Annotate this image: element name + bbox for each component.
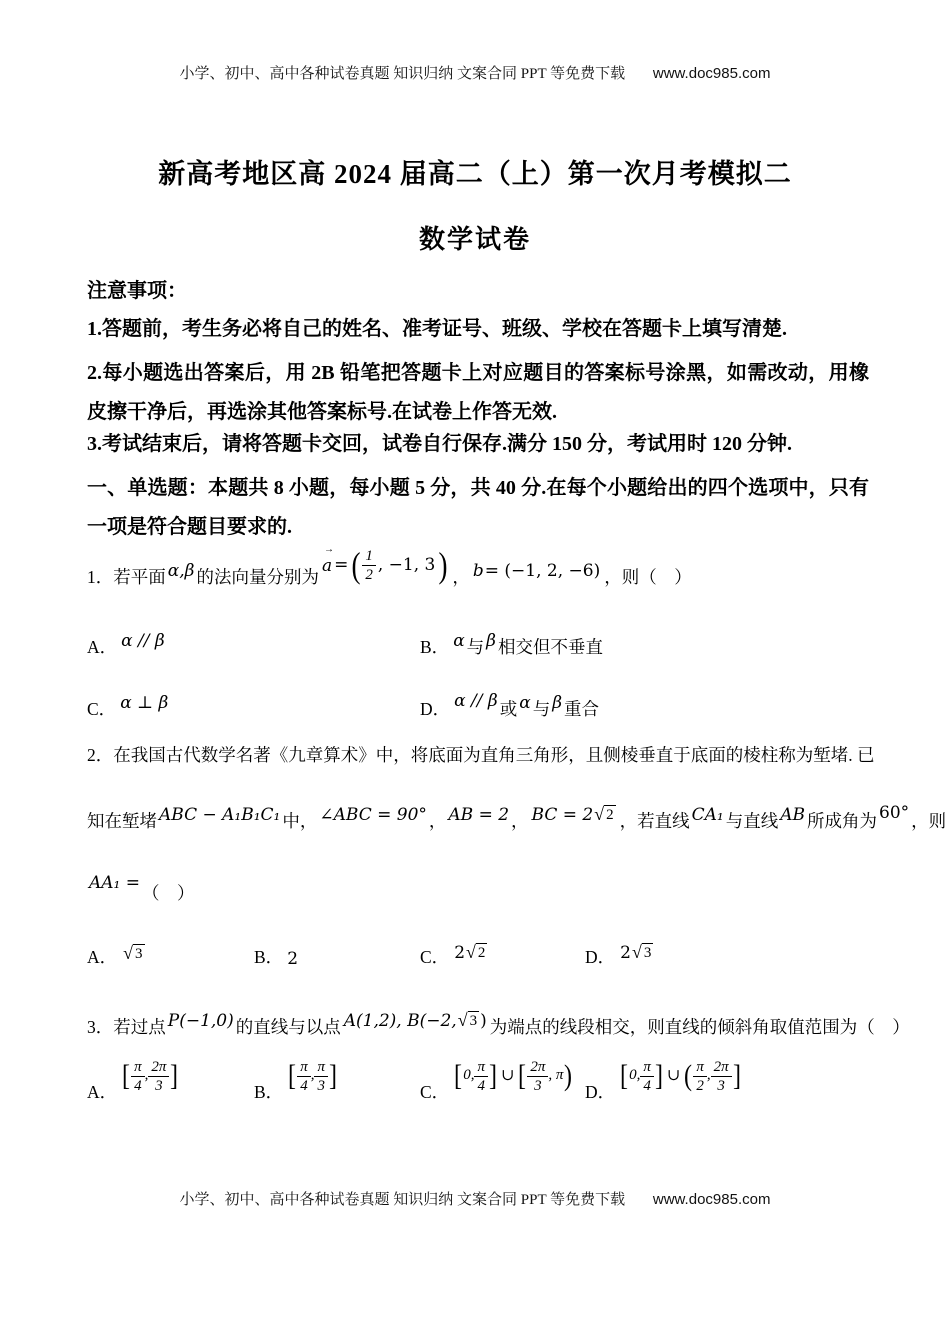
- q2-option-b: [254, 946, 300, 970]
- fraction: [693, 1058, 707, 1095]
- radicand: 3: [133, 944, 145, 965]
- denominator: 4: [134, 1077, 142, 1094]
- q1-option-a-math: α // β: [121, 630, 165, 651]
- left-bracket: [: [288, 1059, 297, 1092]
- coefficient: 2: [620, 942, 631, 963]
- numerator: π: [640, 1058, 654, 1077]
- fraction: [314, 1058, 328, 1095]
- option-label: D．: [420, 699, 451, 720]
- vector-a-letter: a: [321, 555, 333, 576]
- q2-option-a-value: [122, 944, 145, 965]
- numerator: π: [314, 1058, 328, 1077]
- denominator: 4: [300, 1077, 308, 1094]
- q1-option-c-math: α ⊥ β: [120, 692, 169, 713]
- option-label: A．: [87, 637, 118, 658]
- denominator: 3: [717, 1077, 725, 1094]
- q1-option-b-text-2: 相交但不垂直: [498, 637, 603, 658]
- numerator: 2π: [148, 1058, 169, 1077]
- left-bracket: [: [518, 1059, 527, 1092]
- option-label: D．: [585, 1082, 616, 1103]
- q3-option-b: [254, 1056, 340, 1108]
- option-label: A．: [87, 1082, 118, 1103]
- q2-math-bc-text: BC = 2: [531, 804, 594, 825]
- denominator: 3: [534, 1077, 542, 1094]
- q1-text-2: 的法向量分别为: [196, 567, 319, 588]
- left-paren: (: [351, 545, 361, 586]
- q1-number: 1．: [87, 567, 114, 588]
- interval-union: [453, 1058, 573, 1095]
- q2-math-60deg: 60°: [879, 802, 910, 823]
- vector-a: [321, 543, 334, 577]
- q2-text-1: 知在堑堵: [87, 811, 157, 832]
- comma: ，: [511, 811, 529, 832]
- option-label: C．: [420, 947, 450, 968]
- denominator: 3: [155, 1077, 163, 1094]
- q2-text-4: 与直线: [725, 811, 779, 832]
- sqrt-2: [594, 805, 615, 826]
- q1-option-b-text-1: 与: [466, 637, 485, 658]
- comma: ，: [619, 811, 638, 832]
- page-footer: [0, 1188, 950, 1209]
- notice-item-3: 3.考试结束后，请将答题卡交回，试卷自行保存.满分 150 分，考试用时 120 分钟.: [87, 433, 792, 455]
- q3-math-ab-points: [344, 1010, 487, 1032]
- q1-option-d-text-3: 重合: [564, 699, 600, 720]
- option-label: B．: [254, 1082, 284, 1103]
- fraction: [131, 1058, 145, 1095]
- q1-option-d-math-1: α // β: [454, 690, 498, 711]
- equals-sign: =: [334, 555, 349, 576]
- notice-item-1: 1.答题前，考生务必将自己的姓名、准考证号、班级、学校在答题卡上填写清楚.: [87, 318, 787, 340]
- coefficient: 2: [454, 942, 466, 963]
- radical-sign: √: [631, 941, 642, 962]
- denominator: 2: [696, 1077, 704, 1094]
- notice-heading: 注意事项：: [87, 280, 187, 302]
- interval-union: [619, 1058, 741, 1095]
- interval-start: 0,: [463, 1067, 475, 1084]
- q1-options-row-2: [87, 676, 869, 722]
- q2-option-b-value: 2: [287, 948, 299, 969]
- right-paren: ): [480, 1010, 487, 1031]
- denominator: 4: [477, 1077, 485, 1094]
- right-paren: ): [564, 1059, 573, 1092]
- union-symbol: ∪: [500, 1066, 515, 1084]
- q1-math-alpha-beta: α,β: [167, 560, 195, 581]
- q2-text-3: 若直线: [637, 811, 690, 832]
- q1-vector-a-formula: [321, 543, 449, 586]
- interval-end: , π: [548, 1067, 564, 1084]
- fraction: [640, 1058, 654, 1095]
- q2-option-a: [87, 942, 149, 970]
- left-bracket: [: [122, 1059, 131, 1092]
- q3-option-d: [585, 1056, 744, 1108]
- numerator: π: [474, 1058, 488, 1077]
- exam-title: 新高考地区高 2024 届高二（上）第一次月考模拟二: [158, 159, 792, 189]
- q3-option-c: [420, 1056, 575, 1108]
- radical-sign: √: [123, 942, 134, 963]
- left-paren: (: [684, 1059, 693, 1092]
- fraction-denominator: 2: [365, 567, 373, 583]
- header-text: 小学、初中、高中各种试卷真题 知识归纳 文案合同 PPT 等免费下载: [179, 66, 626, 82]
- radicand: 3: [468, 1011, 480, 1032]
- q1-option-b-math-2: β: [486, 630, 496, 651]
- q1-option-a: [87, 630, 167, 660]
- page-header: [0, 62, 950, 83]
- q3-text-1: 若过点: [113, 1017, 166, 1038]
- vector-b-letter: b: [472, 560, 484, 581]
- right-bracket: ]: [170, 1059, 179, 1092]
- option-label: A．: [87, 947, 118, 968]
- left-bracket: [: [620, 1059, 629, 1092]
- radical-sign: √: [594, 803, 605, 824]
- question-2-line-1: 2．在我国古代数学名著《九章算术》中，将底面为直角三角形，且侧棱垂直于底面的棱柱称为堑堵. 已: [87, 745, 875, 765]
- comma: ,: [310, 1067, 315, 1084]
- fraction: [474, 1058, 488, 1095]
- header-site-link[interactable]: www.doc985.com: [652, 65, 771, 82]
- numerator: π: [297, 1058, 311, 1077]
- radicand: 2: [476, 943, 488, 964]
- denominator: 3: [317, 1077, 325, 1094]
- q1-option-c: [87, 692, 170, 722]
- q2-math-aa1: AA₁ =: [89, 872, 141, 893]
- q2-text-6: ，则: [911, 811, 947, 832]
- q1-option-b-math-1: α: [453, 630, 465, 651]
- q2-math-ab: AB = 2: [448, 804, 510, 825]
- comma-1: ，: [452, 567, 470, 588]
- q2-math-ab2: AB: [780, 804, 806, 825]
- q2-option-c-value: [454, 942, 488, 964]
- vector-b-components: = (−1, 2, −6): [484, 560, 601, 581]
- fraction: [711, 1058, 732, 1095]
- sqrt-2: [466, 943, 487, 964]
- question-3: [87, 996, 910, 1040]
- question-2-line-2: [87, 786, 947, 834]
- comma: ,: [144, 1067, 149, 1084]
- q2-option-d-value: [620, 942, 654, 964]
- q3-option-a: [87, 1056, 181, 1108]
- q2-option-d: [585, 941, 657, 970]
- sqrt-3: [123, 944, 144, 965]
- q3-text-3: 为端点的线段相交，则直线的倾斜角取值范围为（ ）: [489, 1017, 910, 1038]
- numerator: 2π: [711, 1058, 732, 1077]
- option-label: C．: [87, 699, 117, 720]
- q1-option-d: [420, 690, 600, 722]
- q2-options-row: [87, 928, 869, 970]
- sqrt-3: [632, 943, 653, 964]
- q2-option-c: [420, 941, 491, 970]
- q1-text-1: 若平面: [113, 567, 166, 588]
- q1-option-b: [420, 630, 603, 660]
- union-symbol: ∪: [666, 1066, 681, 1084]
- q1-option-d-math-2: α: [519, 692, 531, 713]
- q2-math-bc: [532, 804, 617, 826]
- q1-option-d-text-1: 或: [499, 699, 518, 720]
- question-1: [87, 526, 869, 590]
- q1-text-3: ，则（ ）: [604, 567, 692, 588]
- numerator: π: [693, 1058, 707, 1077]
- denominator: 4: [643, 1077, 651, 1094]
- radical-sign: √: [466, 941, 476, 962]
- q3-options-row: [87, 1056, 869, 1108]
- sqrt-3: [458, 1011, 479, 1032]
- interval-start: 0,: [629, 1067, 641, 1084]
- q1-option-d-text-2: 与: [532, 699, 551, 720]
- interval: [121, 1058, 179, 1095]
- q2-math-angle: ∠ABC = 90°: [319, 804, 427, 825]
- question-2-line-3: [87, 860, 869, 906]
- vector-arrow-icon: →: [323, 543, 334, 555]
- footer-text: 小学、初中、高中各种试卷真题 知识归纳 文案合同 PPT 等免费下载: [179, 1192, 626, 1208]
- numerator: 2π: [527, 1058, 548, 1077]
- q2-answer-blank: （ ）: [142, 883, 195, 904]
- section-1-heading: 一、单选题：本题共 8 小题，每小题 5 分，共 40 分.在每个小题给出的四个选项中，只有一项是符合题目要求的.: [87, 477, 869, 538]
- notice-item-2: 2.每小题选出答案后，用 2B 铅笔把答题卡上对应题目的答案标号涂黑，如需改动，用橡皮擦干净后，再选涂其他答案标号.在试卷上作答无效.: [87, 362, 869, 423]
- q3-number: 3．: [87, 1017, 114, 1038]
- numerator: π: [131, 1058, 145, 1077]
- right-bracket: ]: [488, 1059, 497, 1092]
- option-label: B．: [254, 947, 284, 968]
- q2-math-prism: ABC − A₁B₁C₁: [159, 804, 281, 825]
- vector-a-components: , −1, 3: [377, 555, 436, 576]
- fraction: [527, 1058, 548, 1095]
- q1-vector-b-formula: [473, 560, 601, 582]
- fraction: [148, 1058, 169, 1095]
- q2-text-2: 中，: [282, 811, 318, 832]
- comma: ，: [428, 811, 447, 832]
- right-bracket: ]: [328, 1059, 337, 1092]
- radicand: 2: [604, 805, 616, 826]
- q1-options-row-1: [87, 616, 869, 660]
- q3-math-p: P(−1,0): [167, 1010, 234, 1031]
- radicand: 3: [642, 943, 654, 964]
- option-label: C．: [420, 1082, 450, 1103]
- q3-math-ab-text: A(1,2), B(−2,: [343, 1010, 457, 1031]
- q1-option-d-math-3: β: [552, 692, 563, 713]
- fraction-one-half: [362, 547, 376, 584]
- q3-text-2: 的直线与以点: [235, 1017, 341, 1038]
- fraction: [297, 1058, 311, 1095]
- left-bracket: [: [454, 1059, 463, 1092]
- right-paren: ): [438, 545, 448, 586]
- exam-subtitle: 数学试卷: [418, 225, 531, 254]
- right-bracket: ]: [654, 1059, 663, 1092]
- option-label: D．: [585, 947, 616, 968]
- q2-text-5: 所成角为: [807, 811, 878, 832]
- fraction-numerator: 1: [362, 547, 376, 566]
- footer-site-link[interactable]: www.doc985.com: [652, 1191, 771, 1208]
- option-label: B．: [420, 637, 450, 658]
- comma: ,: [706, 1067, 711, 1084]
- right-bracket: ]: [732, 1059, 741, 1092]
- q2-math-ca1: CA₁: [691, 804, 724, 825]
- interval: [287, 1058, 338, 1095]
- radical-sign: √: [457, 1009, 468, 1030]
